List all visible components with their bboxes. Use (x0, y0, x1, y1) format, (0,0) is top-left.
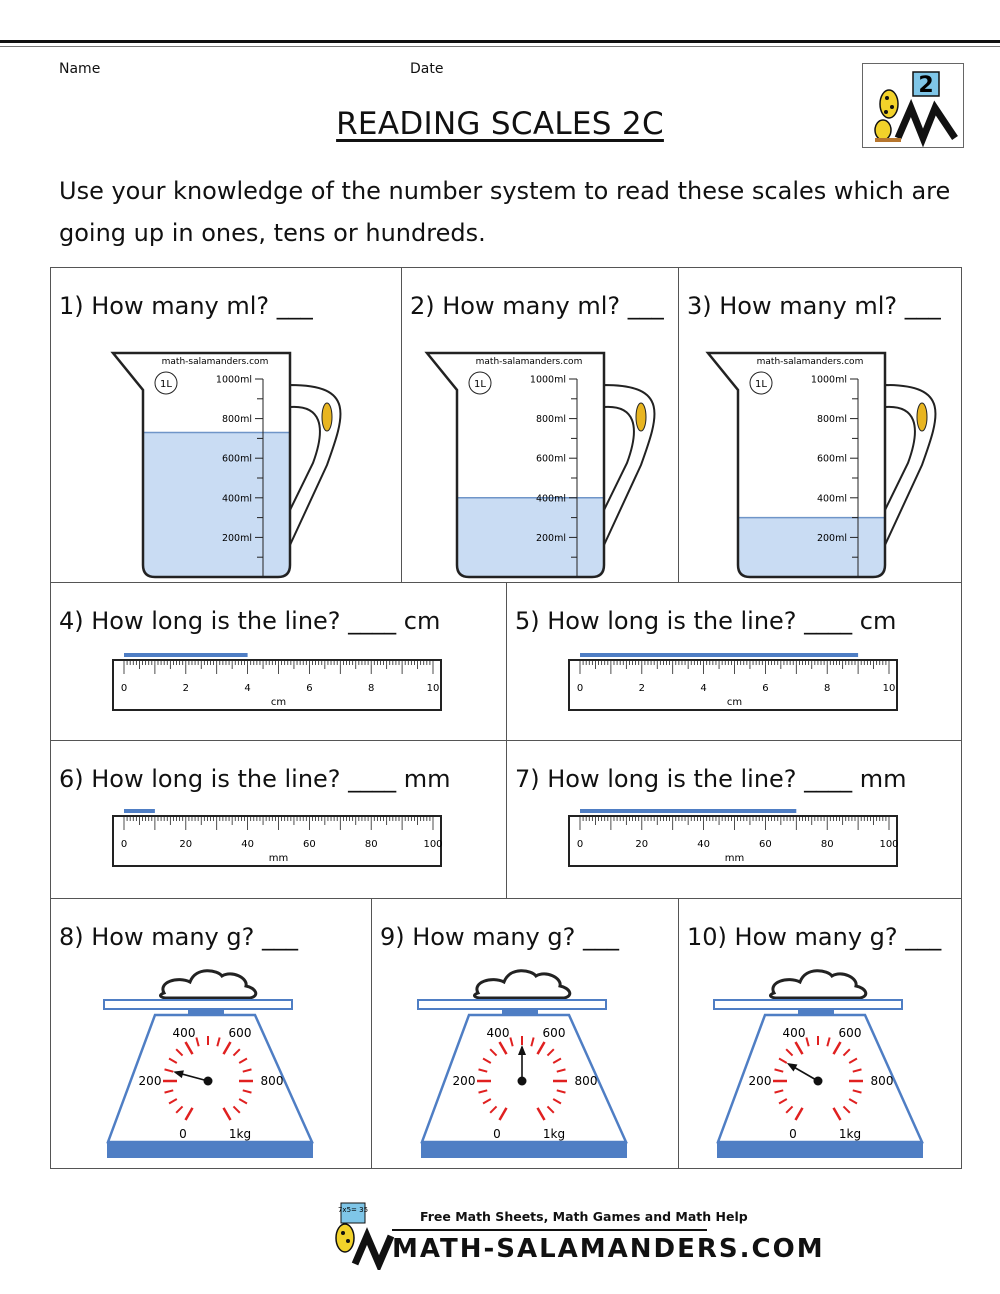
ruler-tick-label: 60 (759, 839, 772, 850)
jug-brand: math-salamanders.com (161, 357, 269, 367)
question-9: 9) How many g? ___ (380, 923, 619, 951)
ruler-tick-label: 4 (244, 683, 251, 694)
question-7: 7) How long is the line? ____ mm (515, 765, 907, 793)
dial-label: 600 (542, 1026, 566, 1040)
instructions: Use your knowledge of the number system to read these scales which are going up in ones, tens or hundreds. (59, 177, 951, 247)
measuring-jug-1 (105, 345, 345, 585)
ruler-tick-label: 4 (700, 683, 707, 694)
dial-pivot (204, 1077, 213, 1086)
jug-tick-label: 600ml (535, 453, 566, 465)
measuring-jug-3 (700, 345, 940, 585)
jug-tick-label: 800ml (535, 414, 566, 426)
scale-platform (104, 1000, 292, 1009)
dial-label: 1kg (542, 1127, 566, 1141)
ruler-tick-label: 80 (820, 839, 834, 850)
question-8: 8) How many g? ___ (59, 923, 298, 951)
grid-divider (371, 898, 372, 1169)
grade-number: 2 (918, 73, 934, 98)
date-label: Date (410, 61, 444, 77)
grid-divider (678, 898, 679, 1169)
ruler-tick-label: 80 (364, 839, 378, 850)
ruler-tick-label: 2 (638, 683, 645, 694)
salamander-icon (636, 403, 646, 431)
footer-logo (325, 1200, 395, 1270)
header-rule (0, 40, 1000, 43)
dial-label: 0 (789, 1127, 797, 1141)
question-3: 3) How many ml? ___ (687, 292, 941, 320)
ruler-tick-label: 8 (368, 683, 375, 694)
ruler-tick-label: 40 (241, 839, 254, 850)
salamander-icon (322, 403, 332, 431)
jug-tick-label: 1000ml (810, 374, 847, 386)
weighing-scale-10 (710, 962, 940, 1167)
dial-label: 0 (493, 1127, 501, 1141)
ruler-tick-label: 60 (303, 839, 316, 850)
ruler-tick-label: 20 (179, 839, 193, 850)
jug-tick-label: 400ml (535, 493, 566, 505)
footer-rule (392, 1229, 707, 1231)
ruler-cm-5 (556, 648, 916, 718)
question-6: 6) How long is the line? ____ mm (59, 765, 451, 793)
jug-handle (604, 385, 654, 545)
jug-tick-label: 800ml (221, 414, 252, 426)
weight-object (475, 971, 570, 998)
question-1: 1) How many ml? ___ (59, 292, 313, 320)
question-4: 4) How long is the line? ____ cm (59, 607, 441, 635)
jug-tick-label: 600ml (221, 453, 252, 465)
capacity-label: 1L (474, 379, 486, 390)
jug-brand: math-salamanders.com (475, 357, 583, 367)
jug-tick-label: 800ml (816, 414, 847, 426)
ruler-cm-4 (100, 648, 460, 718)
grid-divider (506, 582, 507, 898)
dial-label: 600 (228, 1026, 252, 1040)
ruler-unit: mm (268, 853, 289, 864)
ruler-tick-label: 20 (635, 839, 649, 850)
scale-base (107, 1143, 313, 1158)
name-label: Name (59, 61, 101, 77)
dial-label: 400 (782, 1026, 806, 1040)
ruler-tick-label: 6 (762, 683, 769, 694)
ruler-unit: mm (724, 853, 745, 864)
ruler-tick-label: 100 (423, 839, 443, 850)
jug-water (738, 518, 885, 577)
jug-tick-label: 400ml (816, 493, 847, 505)
ruler-tick-label: 0 (576, 839, 584, 850)
jug-tick-label: 1000ml (215, 374, 252, 386)
weight-object (771, 971, 866, 998)
dial-pivot (518, 1077, 527, 1086)
dial-label: 400 (172, 1026, 196, 1040)
jug-tick-label: 200ml (816, 532, 847, 544)
footer-brand: MATH-SALAMANDERS.COM (392, 1234, 825, 1264)
salamander-icon (917, 403, 927, 431)
scale-base (717, 1143, 923, 1158)
weight-object (161, 971, 256, 998)
salamander-icon (336, 1224, 354, 1252)
question-5: 5) How long is the line? ____ cm (515, 607, 897, 635)
ruler-tick-label: 8 (824, 683, 831, 694)
question-2: 2) How many ml? ___ (410, 292, 664, 320)
footer-tagline: Free Math Sheets, Math Games and Math Help (420, 1209, 748, 1224)
dial-label: 200 (138, 1074, 162, 1088)
weighing-scale-9 (414, 962, 644, 1167)
dial-label: 0 (179, 1127, 187, 1141)
jug-brand: math-salamanders.com (756, 357, 864, 367)
dial-label: 200 (748, 1074, 772, 1088)
ruler-mm-7 (556, 804, 916, 874)
jug-tick-label: 600ml (816, 453, 847, 465)
ruler-tick-label: 100 (879, 839, 899, 850)
footer-logo-card: 7x5= 35 (337, 1206, 369, 1214)
capacity-label: 1L (755, 379, 767, 390)
dial-label: 600 (838, 1026, 862, 1040)
weighing-scale-8 (100, 962, 330, 1167)
ruler-tick-label: 0 (120, 683, 128, 694)
question-10: 10) How many g? ___ (687, 923, 942, 951)
ruler-mm-6 (100, 804, 460, 874)
ruler-tick-label: 0 (120, 839, 128, 850)
scale-platform (418, 1000, 606, 1009)
scale-platform (714, 1000, 902, 1009)
ruler-tick-label: 10 (882, 683, 896, 694)
jug-water (143, 432, 290, 577)
ruler-tick-label: 40 (697, 839, 710, 850)
dial-pivot (814, 1077, 823, 1086)
header-rule-thin (0, 46, 1000, 47)
jug-tick-label: 200ml (535, 532, 566, 544)
ruler-tick-label: 10 (426, 683, 440, 694)
measuring-jug-2 (419, 345, 659, 585)
grid-divider (50, 898, 962, 899)
grid-divider (678, 267, 679, 582)
dial-label: 800 (260, 1074, 284, 1088)
dial-label: 200 (452, 1074, 476, 1088)
jug-handle (885, 385, 935, 545)
dial-label: 1kg (228, 1127, 252, 1141)
jug-tick-label: 1000ml (529, 374, 566, 386)
jug-tick-label: 400ml (221, 493, 252, 505)
dial-label: 1kg (838, 1127, 862, 1141)
jug-tick-label: 200ml (221, 532, 252, 544)
capacity-label: 1L (160, 379, 172, 390)
ruler-unit: cm (726, 697, 743, 708)
ruler-tick-label: 6 (306, 683, 313, 694)
dial-label: 800 (574, 1074, 598, 1088)
jug-handle (290, 385, 340, 545)
page-title: READING SCALES 2C (336, 106, 664, 142)
dial-label: 400 (486, 1026, 510, 1040)
ruler-tick-label: 2 (182, 683, 189, 694)
grid-divider (401, 267, 402, 582)
jug-water (457, 498, 604, 577)
dial-label: 800 (870, 1074, 894, 1088)
ruler-tick-label: 0 (576, 683, 584, 694)
scale-base (421, 1143, 627, 1158)
ruler-unit: cm (270, 697, 287, 708)
